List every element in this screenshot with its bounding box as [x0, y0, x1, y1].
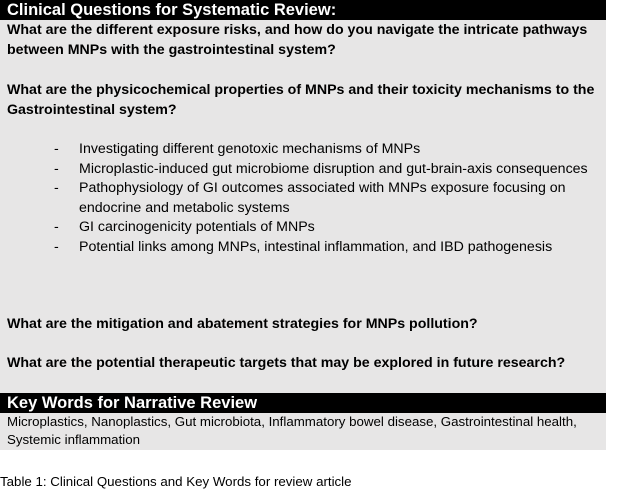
question-2: What are the physicochemical properties of MNPs and their toxicity mechanisms to the Gastrointestinal system? — [7, 82, 595, 118]
question-4: What are the potential therapeutic targets that may be explored in future research? — [7, 355, 566, 371]
clinical-questions-cell — [0, 20, 606, 393]
list-item — [54, 160, 602, 180]
list-item-text: Microplastic-induced gut microbiome disruption and gut-brain-axis consequences — [79, 160, 588, 177]
bullet-dash: - — [54, 160, 59, 177]
bullet-dash: - — [54, 238, 59, 255]
list-item — [54, 238, 602, 258]
bullet-dash: - — [54, 180, 59, 196]
list-item-text: Pathophysiology of GI outcomes associated with MNPs exposure focusing on endocrine and metabolic systems — [79, 180, 566, 216]
list-item — [54, 218, 602, 238]
list-item-text: Potential links among MNPs, intestinal inflammation, and IBD pathogenesis — [79, 238, 553, 255]
list-item — [54, 140, 602, 160]
list-item-text: Investigating different genotoxic mechanisms of MNPs — [79, 141, 421, 157]
table-caption: Table 1: Clinical Questions and Key Words for review article — [0, 474, 352, 489]
key-words-cell: Microplastics, Nanoplastics, Gut microbiota, Inflammatory bowel disease, Gastrointestinal health, Systemic inflammation — [0, 413, 606, 450]
question-3: What are the mitigation and abatement strategies for MNPs pollution? — [7, 316, 478, 332]
key-words-heading: Key Words for Narrative Review — [0, 393, 606, 413]
bullet-dash: - — [54, 219, 59, 235]
sub-question-list — [54, 140, 602, 257]
list-item-text: GI carcinogenicity potentials of MNPs — [79, 219, 315, 235]
clinical-questions-heading: Clinical Questions for Systematic Review: — [0, 0, 606, 20]
bullet-dash: - — [54, 141, 59, 157]
list-item — [54, 179, 602, 218]
question-1: What are the different exposure risks, and how do you navigate the intricate pathways between MNPs with the gastrointestinal system? — [7, 22, 588, 58]
